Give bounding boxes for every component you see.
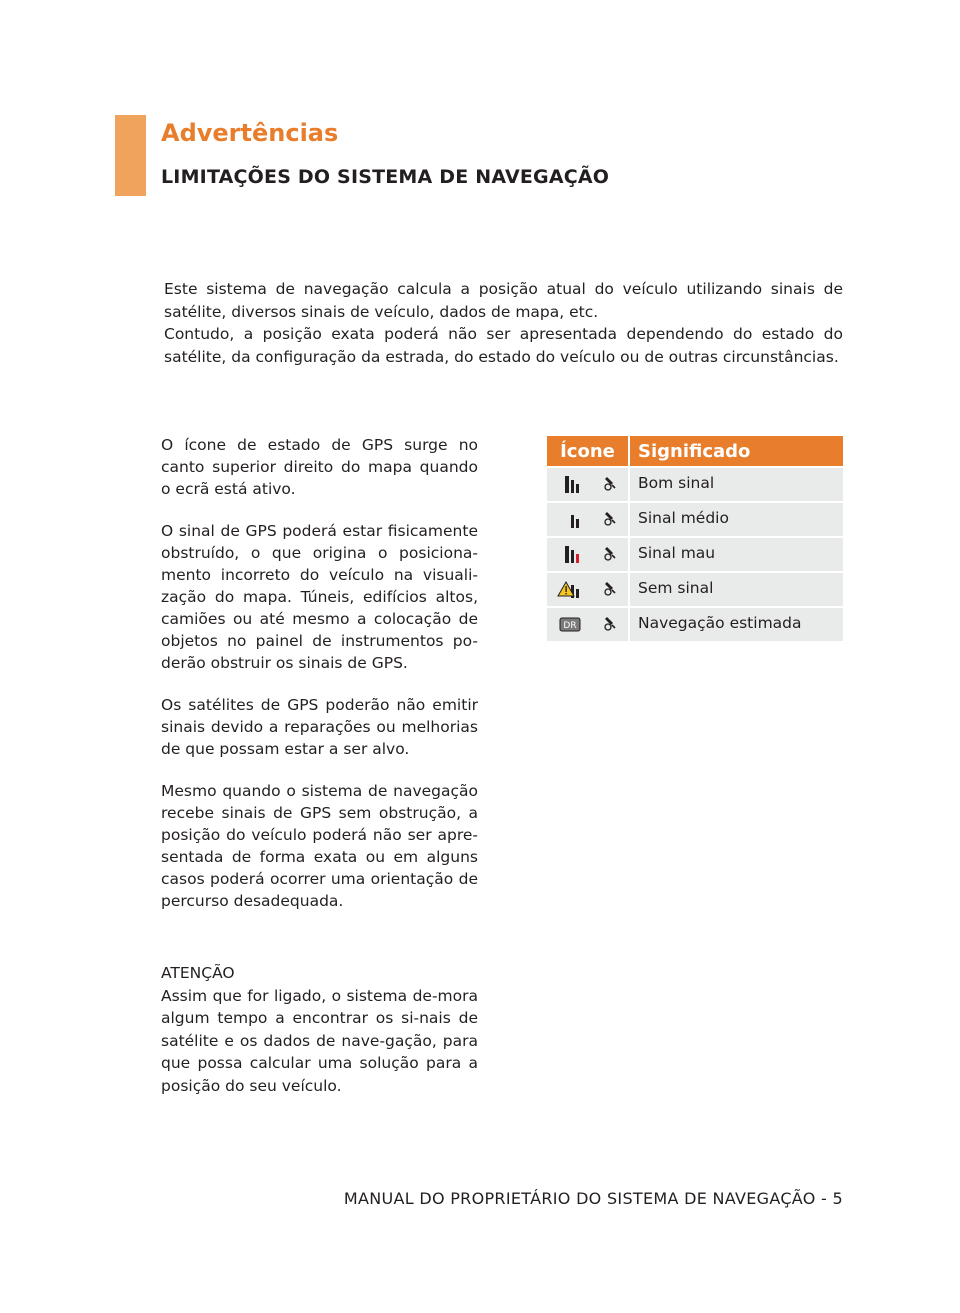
- column-header-icon: Ícone: [547, 436, 630, 466]
- table-row: [547, 501, 843, 536]
- table-row: [547, 571, 843, 606]
- intro-paragraph: Contudo, a posição exata poderá não ser apresentada dependendo do estado do satélite, da configuração da estrada, do estado do veículo ou de outras circunstâncias.: [164, 325, 843, 366]
- section-title: Advertências: [161, 119, 339, 147]
- gps-good-signal-icon: [547, 466, 630, 501]
- body-text-column: [161, 434, 478, 932]
- intro-block: [164, 278, 843, 368]
- table-row: [547, 466, 843, 501]
- meaning-label: Navegação estimada: [630, 606, 843, 641]
- column-header-meaning: Significado: [630, 436, 843, 466]
- body-paragraph: Mesmo quando o sistema de navegação recebe sinais de GPS sem obstrução, a posição do veículo poderá não ser apre-sentada de forma exata ou em alguns casos poderá ocorrer uma orientação de percurso desadequada.: [161, 782, 478, 910]
- meaning-label: Sinal médio: [630, 501, 843, 536]
- section-accent-bar: [115, 115, 146, 196]
- warning-block: [161, 962, 478, 1097]
- meaning-label: Sem sinal: [630, 571, 843, 606]
- gps-bad-signal-icon: [547, 536, 630, 571]
- section-subtitle: LIMITAÇÕES DO SISTEMA DE NAVEGAÇÃO: [161, 166, 610, 188]
- warning-text: Assim que for ligado, o sistema de-mora algum tempo a encontrar os si-nais de satélite e os dados de nave-gação, para que possa calcular uma solução para a posição do seu veículo.: [161, 986, 478, 1095]
- warning-title: ATENÇÃO: [161, 964, 235, 982]
- table-row: [547, 536, 843, 571]
- gps-no-signal-icon: [547, 571, 630, 606]
- meaning-label: Bom sinal: [630, 466, 843, 501]
- gps-dead-reckoning-icon: [547, 606, 630, 641]
- dr-badge-label: DR: [563, 621, 577, 631]
- page-footer: MANUAL DO PROPRIETÁRIO DO SISTEMA DE NAVEGAÇÃO - 5: [343, 1189, 843, 1208]
- meaning-label: Sinal mau: [630, 536, 843, 571]
- table-row: [547, 606, 843, 641]
- gps-icon-table: [547, 436, 843, 641]
- body-paragraph: O ícone de estado de GPS surge no canto superior direito do mapa quando o ecrã está ativo.: [161, 436, 478, 498]
- intro-paragraph: Este sistema de navegação calcula a posição atual do veículo utilizando sinais de satélite, diversos sinais de veículo, dados de mapa, etc.: [164, 280, 843, 321]
- body-paragraph: Os satélites de GPS poderão não emitir sinais devido a reparações ou melhorias de que possam estar a ser alvo.: [161, 696, 478, 758]
- gps-medium-signal-icon: [547, 501, 630, 536]
- body-paragraph: O sinal de GPS poderá estar fisicamente obstruído, o que origina o posiciona-mento incorreto do veículo na visuali-zação do mapa. Túneis, edifícios altos, camiões ou até mesmo a colocação de objetos no painel de instrumentos po-derão obstruir os sinais de GPS.: [161, 522, 478, 672]
- table-header-row: [547, 436, 843, 466]
